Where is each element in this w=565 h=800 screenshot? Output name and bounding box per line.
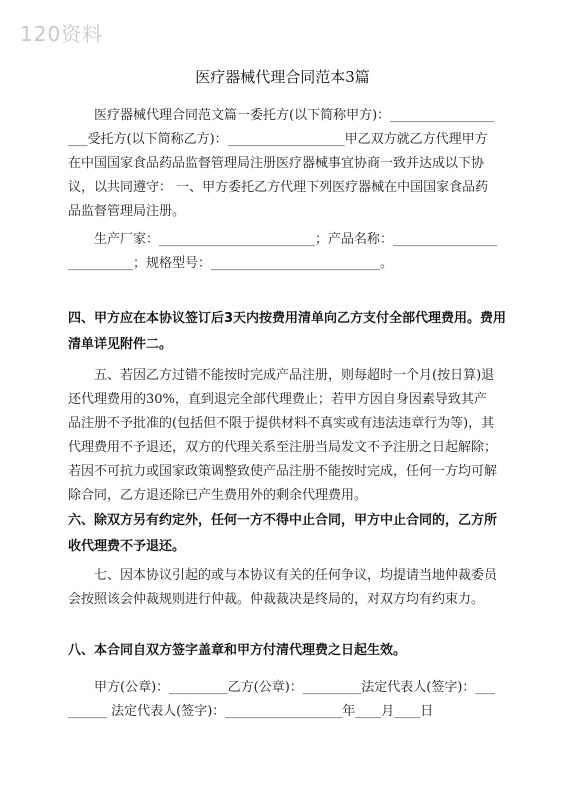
clause-6-heading: 六、除双方另有约定外，任何一方不得中止合同，甲方中止合同的，乙方所收代理费不予退还。: [68, 513, 498, 554]
clause-5: 五、若因乙方过错不能按时完成产品注册，则每超时一个月(按日算)退还代理费用的30%，直到退完全部代理费止；若甲方因自身因素导致其产品注册不予批准的(包括但不限于提供材料不真实或有违法违章行为等)，其代理费用不予退还，双方的代理关系至注册当局发文不予注册之日起解除；若因不可抗力或国家政策调整致使产品注册不能按时完成，任何一方均可解除合同，乙方退还除已产生费用外的剩余代理费用。: [68, 368, 498, 503]
clause-8-heading: 八、本合同自双方签字盖章和甲方付清代理费之日起生效。: [68, 643, 407, 658]
paragraph-intro: 医疗器械代理合同范文篇一委托方(以下简称甲方)：___________________受托方(以下简称乙方)：__________________甲乙双方就乙方代理甲方在中国国家食品药品监督管理局注册医疗器械事宜协商一致并达成以下协议，以共同遵守： 一、甲方委托乙方代理下列医疗器械在中国国家食品药品监督管理局注册。: [68, 108, 495, 219]
signature-block: 甲方(公章)：_________乙方(公章)：_________法定代表人(签字)：_________ 法定代表人(签字)：__________________年____月____日: [68, 680, 495, 719]
clause-7: 七、因本协议引起的或与本协议有关的任何争议，均提请当地仲裁委员会按照该会仲裁规则进行仲裁。仲裁裁决是终局的，对双方均有约束力。: [68, 568, 498, 607]
clause-4-heading: 四、甲方应在本协议签订后3天内按费用清单向乙方支付全部代理费用。费用清单详见附件二。: [68, 311, 507, 352]
watermark-logo: 120资料: [20, 22, 104, 46]
document-title: 医疗器械代理合同范本3篇: [195, 68, 370, 86]
paragraph-product-info: 生产厂家：________________________；产品名称：__________________________；规格型号：__________________________。: [68, 232, 498, 271]
